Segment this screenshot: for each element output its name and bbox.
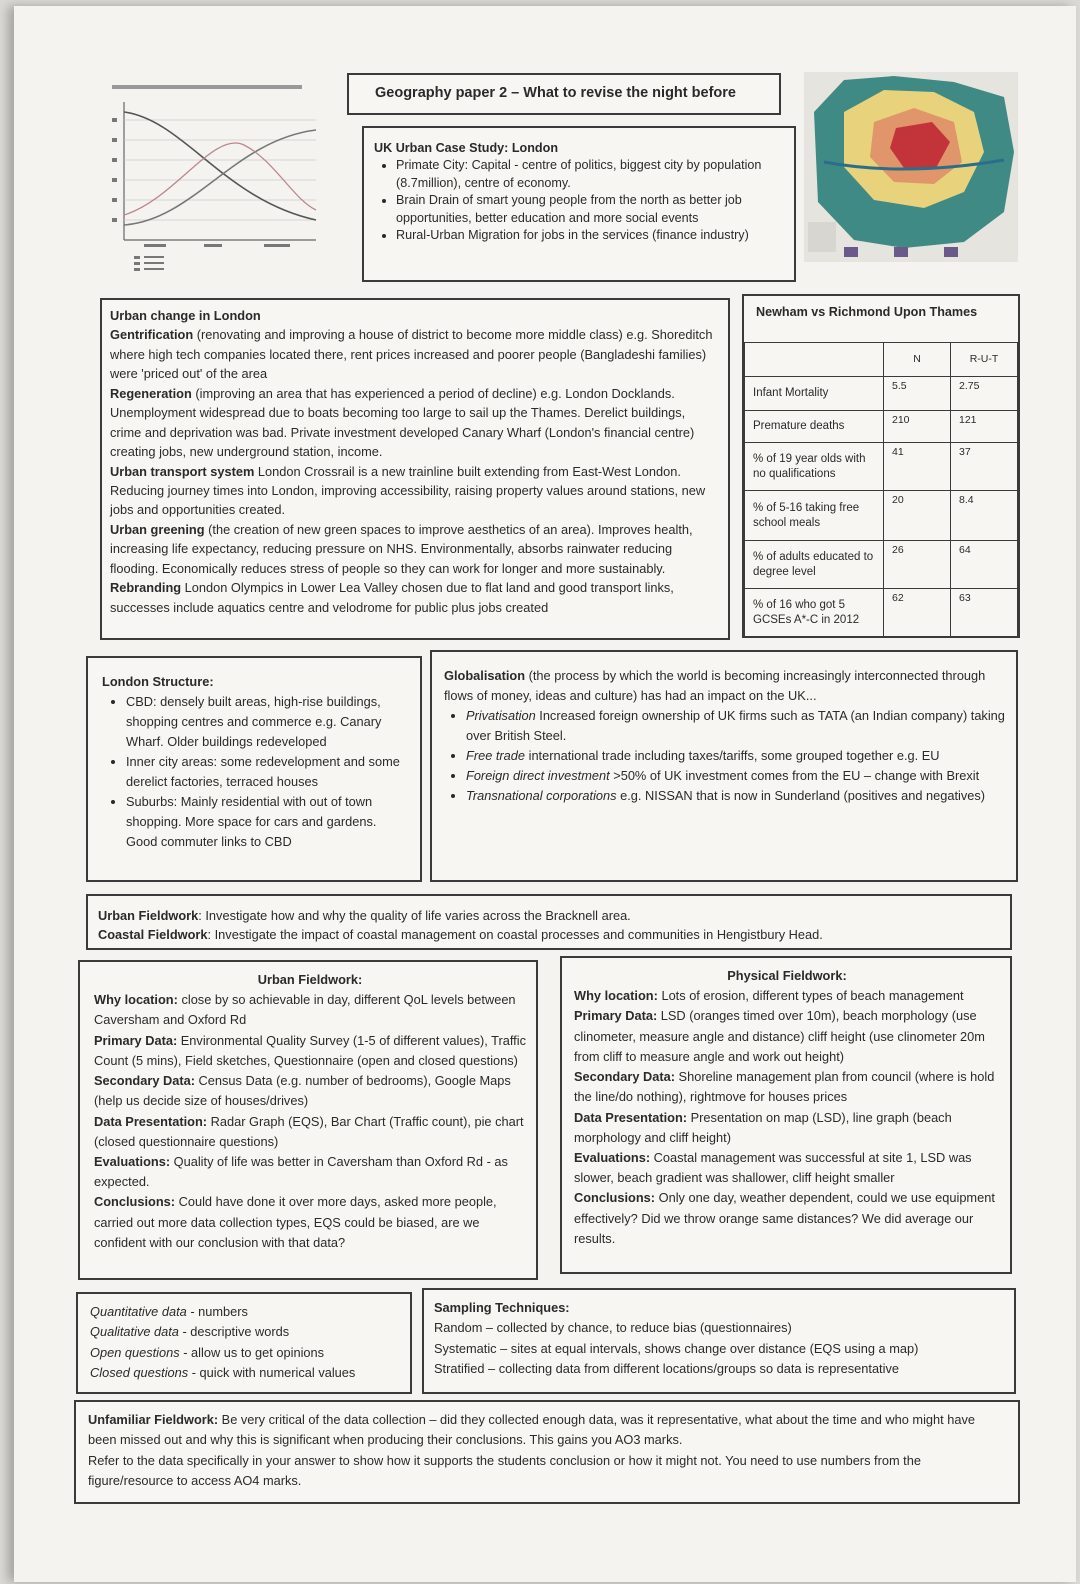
london-boroughs-map	[804, 72, 1018, 262]
sampling-item: Systematic – sites at equal intervals, shows change over distance (EQS using a map)	[434, 1340, 919, 1356]
coastal-fieldwork-task: Coastal Fieldwork: Investigate the impact of coastal management on coastal processes and communities in Hengistbury Head.	[98, 927, 823, 943]
list-item: • Foreign direct investment >50% of UK investment comes from the EU – change with Brexit	[466, 766, 1006, 786]
physical-fw-item: Data Presentation: Presentation on map (LSD), line graph (beach morphology and cliff height)	[574, 1109, 952, 1145]
sampling-box	[422, 1288, 1016, 1394]
urban-fw-item: Why location: close by so achievable in day, different QoL levels between Caversham and Oxford Rd	[94, 992, 516, 1028]
list-item: • Inner city areas: some redevelopment and some derelict factories, terraced houses	[126, 752, 410, 792]
urban-change-greening: Urban greening (the creation of new green spaces to improve aesthetics of an area). Improves health, increasing life expectancy, reducing pressure on NHS. Environmentally, absorbs rainwater reducing flooding. Economically reduces stress of people so they can work for longer and more sustainably.	[110, 521, 693, 576]
table-row: % of adults educated to degree level 26 64	[745, 541, 1018, 589]
list-item: • Transnational corporations e.g. NISSAN that is now in Sunderland (positives and negatives)	[466, 786, 1006, 806]
unfamiliar-text-2: Refer to the data specifically in your answer to show how it supports the students conclusion or how it might not. You need to use numbers from the figure/resource to access AO4 marks.	[88, 1452, 921, 1489]
data-type-item: Quantitative data - numbers	[90, 1304, 248, 1319]
globalisation-intro: Globalisation (the process by which the world is becoming increasingly interconnected through flows of money, ideas and culture) has had an impact on the UK...	[444, 668, 986, 703]
fieldwork-tasks-box	[86, 894, 1012, 950]
physical-fw-heading: Physical Fieldwork:	[727, 968, 847, 983]
urban-fw-item: Primary Data: Environmental Quality Survey (1-5 of different values), Traffic Count (5 mins), Field sketches, Questionnaire (open and closed questions)	[94, 1032, 526, 1068]
list-item: • Suburbs: Mainly residential with out of town shopping. More space for cars and gardens. Good commuter links to CBD	[126, 792, 410, 852]
primary-sector-line	[124, 112, 316, 220]
london-structure-box	[86, 656, 422, 882]
urban-fieldwork-task: Urban Fieldwork: Investigate how and why the quality of life varies across the Bracknell area.	[98, 908, 631, 923]
structure-list	[102, 692, 410, 852]
data-type-item: Open questions - allow us to get opinions	[90, 1344, 325, 1360]
physical-fw-item: Evaluations: Coastal management was successful at site 1, LSD was slower, beach gradient was shallower, cliff height smaller	[574, 1149, 972, 1186]
newham-heading: Newham vs Richmond Upon Thames	[756, 305, 978, 319]
list-item: • Free trade international trade including taxes/tariffs, some grouped together e.g. EU	[466, 746, 1006, 766]
urban-change-regeneration: Regeneration (improving an area that has experienced a period of decline) e.g. London Docklands. Unemployment widespread due to boats becoming too large to sail up the Thames. Derelict buildings, crime and deprivation was bad. Private investment developed Canary Wharf (London's financial centre) creating jobs, new underground station, income.	[110, 385, 695, 460]
sampling-item: Random – collected by chance, to reduce bias (questionnaires)	[434, 1320, 792, 1336]
data-types-box	[76, 1292, 412, 1394]
legend-swatch	[894, 247, 908, 257]
unfamiliar-fieldwork-box	[74, 1400, 1020, 1504]
structure-heading: London Structure:	[102, 674, 214, 689]
newham-richmond-box	[742, 294, 1020, 638]
london-map-svg	[804, 72, 1018, 262]
legend-swatch	[944, 247, 958, 257]
data-type-item: Qualitative data - descriptive words	[90, 1324, 290, 1340]
table-row: % of 5-16 taking free school meals 20 8.4	[745, 491, 1018, 541]
physical-fw-item: Why location: Lots of erosion, different types of beach management	[574, 988, 964, 1004]
urban-fw-heading: Urban Fieldwork:	[257, 972, 363, 987]
physical-fw-item: Primary Data: LSD (oranges timed over 10m), beach morphology (use clinometer, measure angle and distance) cliff height (use clinometer 20m from cliff to measure angle and work out height)	[574, 1008, 985, 1064]
london-case-list	[374, 157, 784, 244]
table-header-rut: R-U-T	[951, 343, 1018, 377]
london-case-study-box	[362, 126, 796, 282]
london-case-heading: UK Urban Case Study: London	[374, 141, 559, 155]
sampling-item: Stratified – collecting data from different locations/groups so data is representative	[434, 1361, 899, 1377]
list-item: • Privatisation Increased foreign ownership of UK firms such as TATA (an Indian company) taking over British Steel.	[466, 706, 1006, 746]
page-title-box	[347, 73, 781, 115]
table-row: Premature deaths 210 121	[745, 411, 1018, 443]
graph-caption-blur	[112, 85, 302, 89]
unfamiliar-text: Unfamiliar Fieldwork: Be very critical of the data collection – did they collected enough data, was it representative, what about the time and who might have been missed out and why this is significant when producing their conclusions. This gains you AO3 marks.	[88, 1412, 976, 1448]
urban-change-transport: Urban transport system London Crossrail is a new trainline built extending from East-West London. Reducing journey times into London, improving accessibility, raising property values around stations, new jobs and opportunities created.	[110, 463, 706, 518]
table-header-row	[745, 343, 1018, 377]
list-item: • CBD: densely built areas, high-rise buildings, shopping centres and commerce e.g. Canary Wharf. Older buildings redeveloped	[126, 692, 410, 752]
globalisation-list	[444, 706, 1006, 806]
physical-fw-item: Conclusions: Only one day, weather dependent, could we use equipment effectively? Did we throw orange same distances? We did average our results.	[574, 1190, 995, 1246]
urban-change-heading: Urban change in London	[110, 308, 261, 323]
physical-fieldwork-box	[560, 956, 1012, 1274]
employment-graph-figure	[104, 80, 336, 276]
table-header-n: N	[884, 343, 951, 377]
list-item: • Rural-Urban Migration for jobs in the services (finance industry)	[396, 227, 784, 244]
urban-change-rebranding: Rebranding London Olympics in Lower Lea Valley chosen due to flat land and good transport links, successes include aquatics centre and velodrome for public plus jobs created	[110, 580, 674, 615]
physical-fw-item: Secondary Data: Shoreline management plan from council (where is hold the line/do nothing), rightmove for houses prices	[574, 1069, 995, 1105]
secondary-sector-line	[124, 143, 316, 215]
urban-change-box	[100, 298, 730, 640]
table-header-blank	[745, 343, 884, 377]
urban-fieldwork-box	[78, 960, 538, 1280]
legend-swatch	[844, 247, 858, 257]
urban-fw-item: Conclusions: Could have done it over more days, asked more people, carried out more data collection types, EQS could be biased, are we confident with our conclusion with that data?	[94, 1194, 497, 1250]
urban-change-gentrification: Gentrification (renovating and improving a house of district to become more middle class) e.g. Shoreditch where high tech companies located there, rent prices increased and poorer people (Bangladeshi families) were 'priced out' of the area	[110, 327, 713, 382]
table-row: Infant Mortality 5.5 2.75	[745, 377, 1018, 411]
employment-graph	[104, 80, 336, 276]
comparison-table	[744, 342, 1018, 637]
table-row: % of 19 year olds with no qualifications 41 37	[745, 443, 1018, 491]
data-type-item: Closed questions - quick with numerical values	[90, 1365, 356, 1381]
page-title: Geography paper 2 – What to revise the night before	[375, 85, 736, 101]
sampling-heading: Sampling Techniques:	[434, 1300, 570, 1315]
urban-fw-item: Evaluations: Quality of life was better in Caversham than Oxford Rd - as expected.	[94, 1153, 508, 1190]
urban-fw-item: Secondary Data: Census Data (e.g. number of bedrooms), Google Maps (help us decide size of houses/drives)	[94, 1073, 511, 1109]
urban-fw-item: Data Presentation: Radar Graph (EQS), Bar Chart (Traffic count), pie chart (closed questionnaire questions)	[94, 1113, 524, 1149]
globalisation-box	[430, 650, 1018, 882]
table-row: % of 16 who got 5 GCSEs A*-C in 2012 62 63	[745, 589, 1018, 637]
list-item: • Primate City: Capital - centre of politics, biggest city by population (8.7million), centre of economy.	[396, 157, 784, 192]
list-item: • Brain Drain of smart young people from the north as better job opportunities, better education and more social events	[396, 192, 784, 227]
